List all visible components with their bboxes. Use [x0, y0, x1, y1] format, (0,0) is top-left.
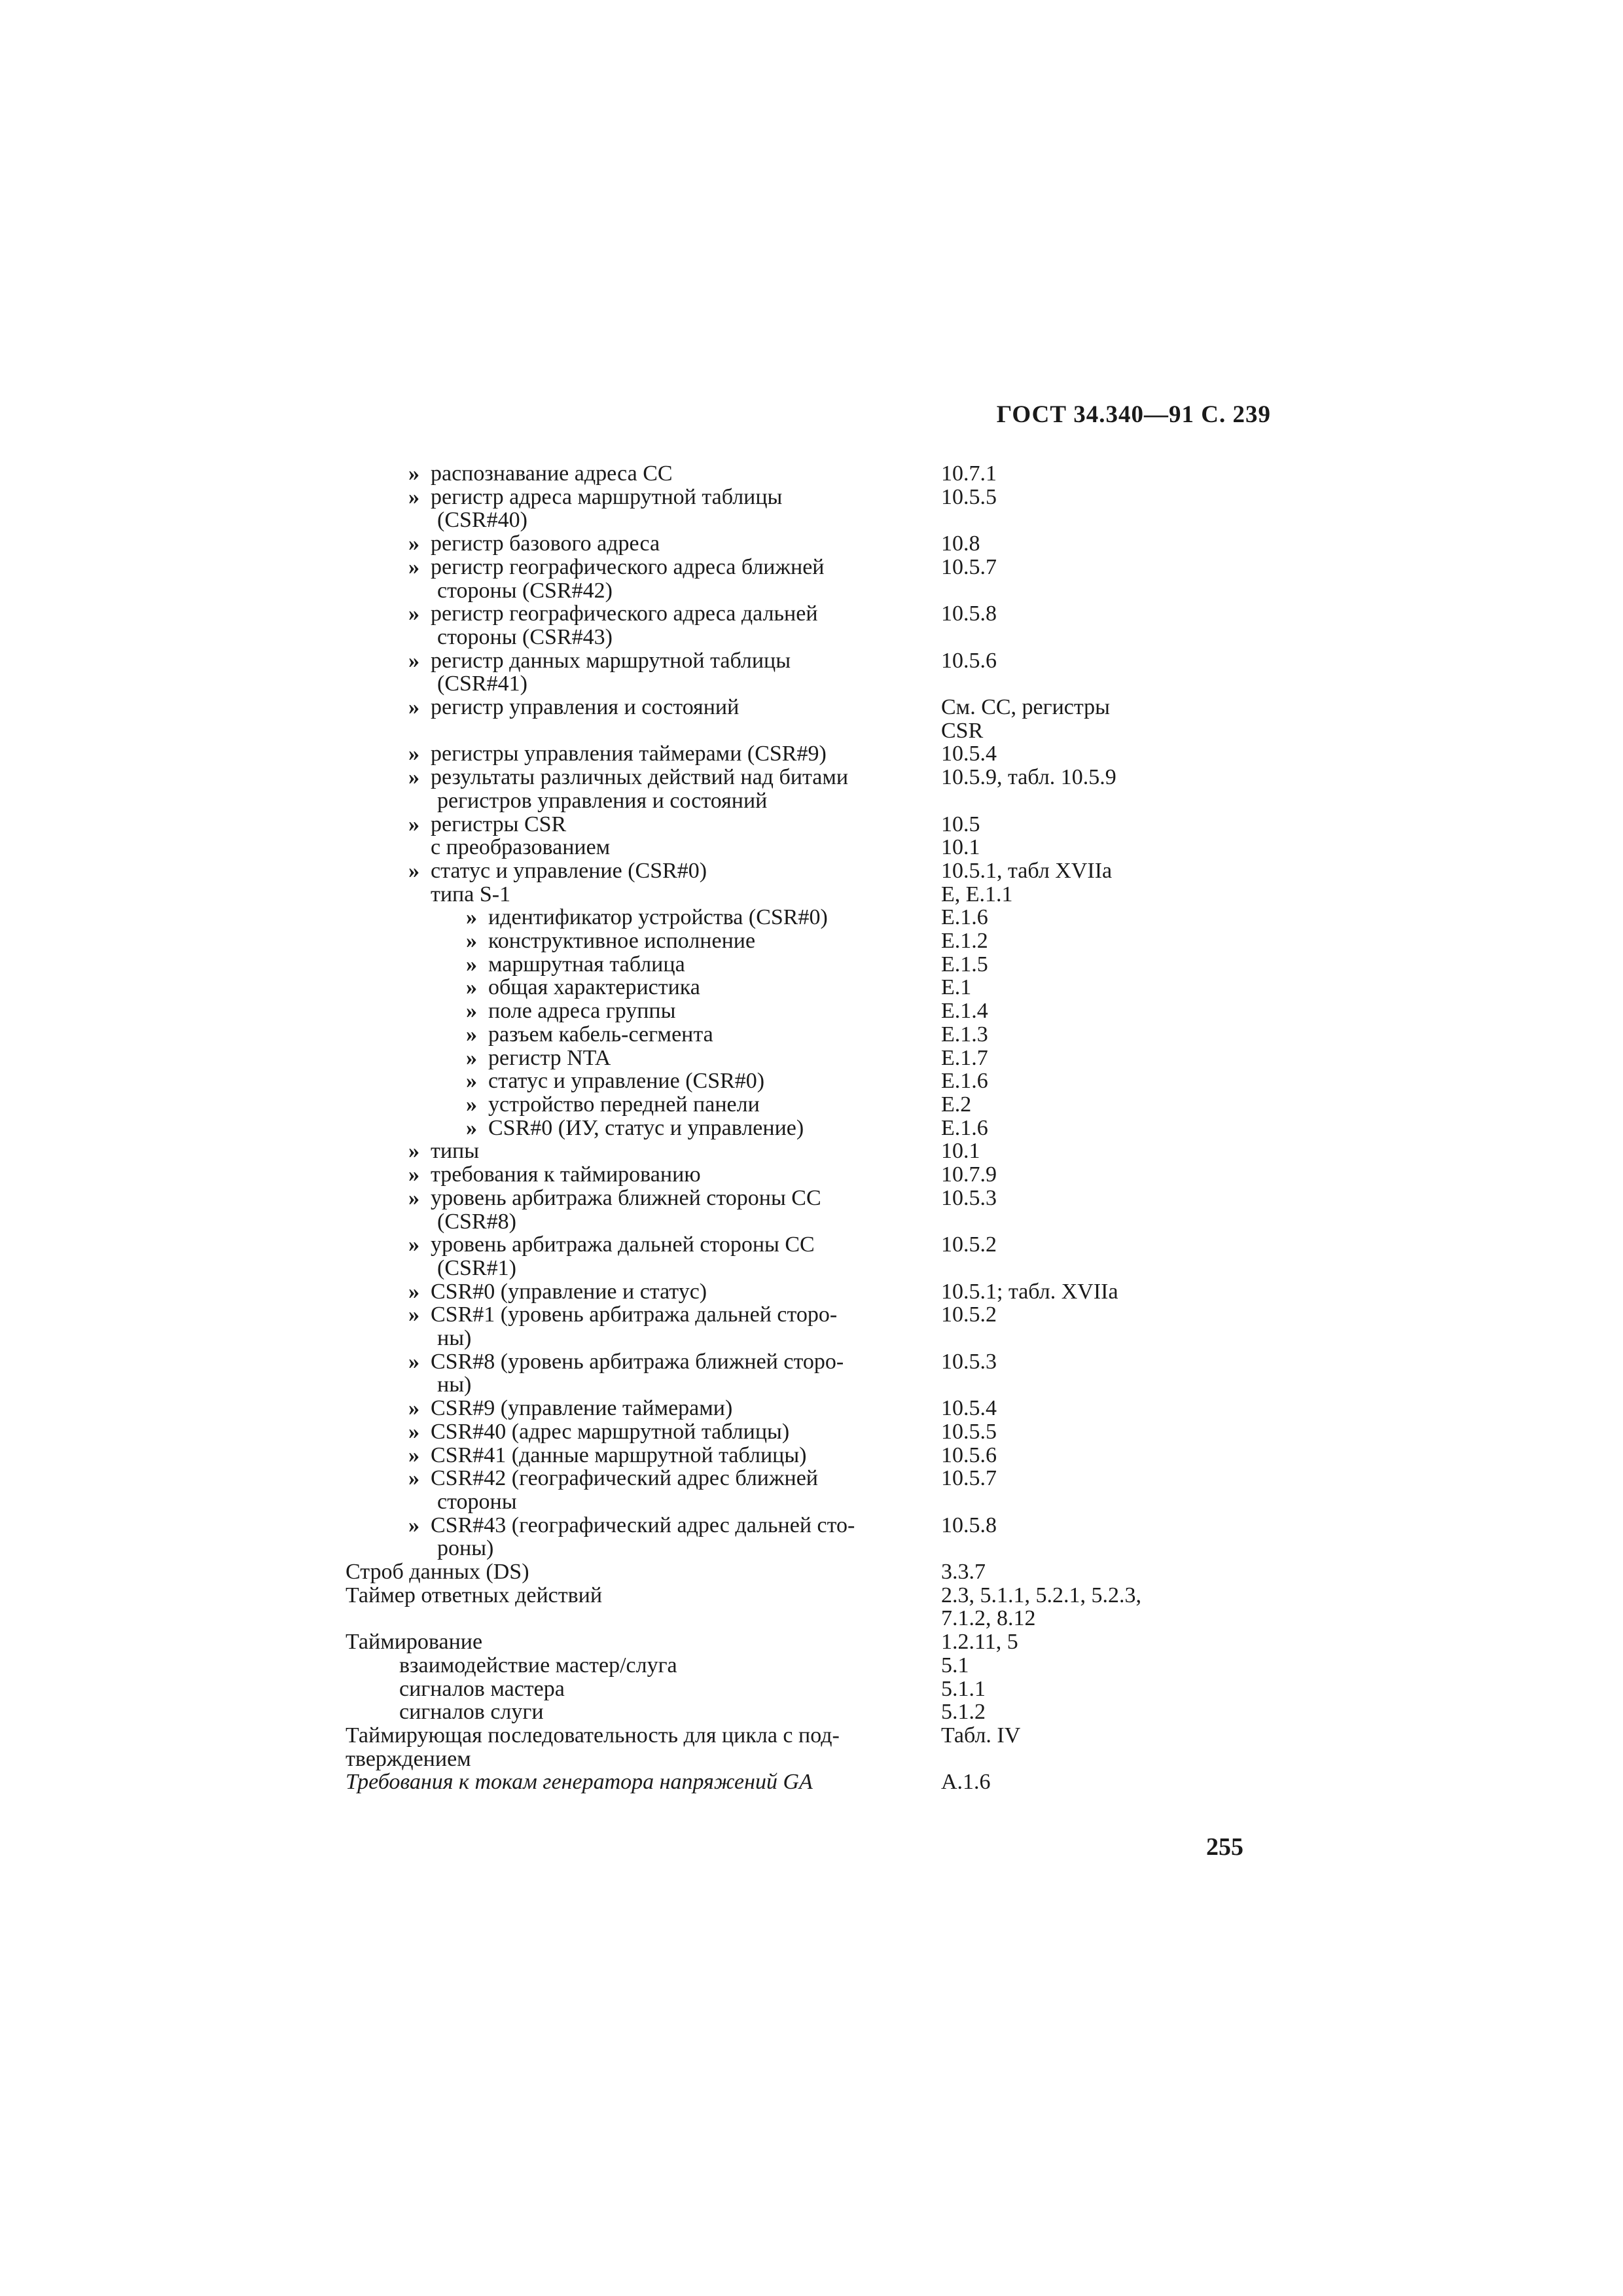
- section-refs: [941, 1069, 1216, 1093]
- term-text: стороны (CSR#42): [437, 578, 613, 603]
- section-refs: [941, 976, 1216, 999]
- continuation-marker: »: [466, 952, 477, 977]
- continuation-marker: »: [408, 648, 419, 673]
- continuation-marker: »: [466, 1115, 477, 1140]
- section-refs: [941, 906, 1216, 929]
- index-entry: [346, 1350, 1262, 1397]
- index-entry: [346, 1139, 1262, 1163]
- index-term: [346, 1093, 935, 1117]
- section-ref: 10.5.2: [941, 1302, 997, 1327]
- index-term: [346, 836, 935, 859]
- section-refs: [941, 602, 1216, 626]
- term-text: поле адреса группы: [488, 999, 676, 1024]
- index-term: [346, 1514, 935, 1560]
- term-text: распознавание адреса СС: [431, 461, 673, 486]
- index-term: [346, 1047, 935, 1070]
- continuation-marker: »: [408, 601, 419, 626]
- section-refs: [941, 1724, 1216, 1748]
- section-refs: [941, 1514, 1216, 1537]
- section-ref: 10.5.1, табл XVIIa: [941, 858, 1113, 883]
- section-ref: 5.1: [941, 1653, 969, 1677]
- section-refs: [941, 1770, 1216, 1794]
- section-ref: 10.5.3: [941, 1185, 997, 1210]
- index-entry: [346, 1233, 1262, 1280]
- term-text: регистры CSR: [431, 812, 567, 836]
- section-refs: [941, 1139, 1216, 1163]
- term-text: CSR#8 (уровень арбитража ближней сторо-: [431, 1349, 844, 1374]
- section-refs: [941, 1677, 1216, 1701]
- section-refs: [941, 1303, 1216, 1327]
- index-entry: [346, 1444, 1262, 1467]
- index-entry: [346, 532, 1262, 556]
- index-term: [346, 1117, 935, 1140]
- section-refs: [941, 859, 1216, 883]
- term-text: стороны: [437, 1489, 517, 1514]
- section-refs: [941, 1397, 1216, 1420]
- index-term: [346, 1280, 935, 1304]
- section-ref: 10.5: [941, 812, 980, 836]
- section-ref: 10.7.9: [941, 1162, 997, 1187]
- section-ref: 10.5.3: [941, 1349, 997, 1374]
- term-text: результаты различных действий над битами: [431, 765, 849, 790]
- index-term: [346, 532, 935, 556]
- index-entry: [346, 1093, 1262, 1117]
- continuation-marker: »: [408, 531, 419, 556]
- term-text: регистры управления таймерами (CSR#9): [431, 742, 827, 766]
- index-term: [346, 1303, 935, 1350]
- page-header: ГОСТ 34.340—91 С. 239: [996, 401, 1271, 428]
- continuation-marker: »: [466, 1069, 477, 1094]
- term-text: типы: [431, 1139, 480, 1164]
- term-text: регистр адреса маршрутной таблицы: [431, 484, 783, 509]
- section-refs: [941, 1350, 1216, 1374]
- term-text: типа S-1: [431, 882, 511, 906]
- section-ref: Табл. IV: [941, 1723, 1021, 1748]
- index-term: [346, 813, 935, 836]
- term-text: CSR#42 (географический адрес ближней: [431, 1466, 818, 1491]
- index-term: [346, 1420, 935, 1444]
- section-ref: E.1.2: [941, 929, 988, 954]
- continuation-marker: »: [408, 1279, 419, 1304]
- continuation-marker: »: [408, 742, 419, 766]
- section-ref: 10.5.6: [941, 1443, 997, 1467]
- continuation-marker: »: [408, 812, 419, 836]
- section-refs: [941, 1280, 1216, 1304]
- section-ref: 5.1.1: [941, 1676, 986, 1701]
- index-term: [346, 1139, 935, 1163]
- section-ref: См. СС, регистры: [941, 695, 1110, 720]
- index-term: [346, 906, 935, 929]
- section-ref: 7.1.2, 8.12: [941, 1606, 1036, 1631]
- continuation-marker: »: [408, 554, 419, 579]
- index-term: [346, 1560, 935, 1584]
- index-term: [346, 1630, 935, 1654]
- section-refs: [941, 1047, 1216, 1070]
- continuation-marker: »: [466, 929, 477, 954]
- section-refs: [941, 696, 1216, 742]
- index-entry: [346, 1654, 1262, 1677]
- continuation-marker: »: [408, 1466, 419, 1491]
- term-text: регистр NTA: [488, 1045, 611, 1070]
- index-term: [346, 1397, 935, 1420]
- index-entry: [346, 1117, 1262, 1140]
- term-text: с преобразованием: [431, 835, 611, 860]
- section-refs: [941, 1420, 1216, 1444]
- continuation-marker: »: [466, 905, 477, 930]
- continuation-marker: »: [466, 975, 477, 1000]
- section-ref: 3.3.7: [941, 1560, 986, 1585]
- section-ref: CSR: [941, 718, 984, 743]
- term-text: Строб данных (DS): [346, 1560, 529, 1585]
- section-ref: E.1.4: [941, 999, 988, 1024]
- index-entry: [346, 649, 1262, 696]
- section-ref: 10.5.7: [941, 1466, 997, 1491]
- index-entry: [346, 696, 1262, 742]
- index-entry: [346, 859, 1262, 883]
- term-text: регистр управления и состояний: [431, 695, 740, 720]
- term-text: регистр географического адреса ближней: [431, 554, 825, 579]
- index-entry: [346, 999, 1262, 1023]
- index-entry: [346, 1584, 1262, 1630]
- term-text: стороны (CSR#43): [437, 624, 613, 649]
- continuation-marker: »: [408, 1232, 419, 1257]
- term-text: CSR#40 (адрес маршрутной таблицы): [431, 1419, 790, 1444]
- section-ref: 10.7.1: [941, 461, 997, 486]
- section-ref: 10.5.5: [941, 1419, 997, 1444]
- term-text: требования к таймированию: [431, 1162, 701, 1187]
- term-text: (CSR#41): [437, 672, 527, 696]
- index-entry: [346, 1420, 1262, 1444]
- continuation-marker: »: [408, 1302, 419, 1327]
- index-term: [346, 1654, 935, 1677]
- term-text: ны): [437, 1326, 472, 1351]
- section-ref: 10.5.9, табл. 10.5.9: [941, 765, 1116, 790]
- section-refs: [941, 1700, 1216, 1724]
- index-term: [346, 1677, 935, 1701]
- index-entry: [346, 1677, 1262, 1701]
- term-text: (CSR#40): [437, 508, 527, 533]
- index-term: [346, 1700, 935, 1724]
- index-term: [346, 859, 935, 883]
- index-entry: [346, 742, 1262, 766]
- index-entry: [346, 766, 1262, 812]
- term-text: конструктивное исполнение: [488, 929, 756, 954]
- section-ref: 10.5.4: [941, 1396, 997, 1421]
- section-refs: [941, 1467, 1216, 1490]
- term-text: тверждением: [346, 1746, 471, 1771]
- index-entry: [346, 462, 1262, 486]
- section-ref: A.1.6: [941, 1770, 991, 1795]
- index-term: [346, 556, 935, 602]
- section-ref: 1.2.11, 5: [941, 1630, 1018, 1655]
- index-entry: [346, 1700, 1262, 1724]
- section-ref: E.1.6: [941, 905, 988, 930]
- term-text: регистр географического адреса дальней: [431, 601, 818, 626]
- index-term: [346, 602, 935, 649]
- term-text: регистр данных маршрутной таблицы: [431, 648, 791, 673]
- index-entry: [346, 1514, 1262, 1560]
- term-text: ны): [437, 1372, 472, 1397]
- index-entry: [346, 1770, 1262, 1794]
- section-ref: 10.5.4: [941, 742, 997, 766]
- index-term: [346, 462, 935, 486]
- index-entry: [346, 1069, 1262, 1093]
- index-entry: [346, 1303, 1262, 1350]
- index-term: [346, 696, 935, 719]
- section-ref: E.1: [941, 975, 972, 1000]
- term-text: статус и управление (CSR#0): [488, 1069, 765, 1094]
- section-refs: [941, 556, 1216, 579]
- section-ref: E.1.7: [941, 1045, 988, 1070]
- index-entry: [346, 1467, 1262, 1513]
- term-text: взаимодействие мастер/слуга: [399, 1653, 677, 1677]
- continuation-marker: »: [408, 1185, 419, 1210]
- index-entry: [346, 1163, 1262, 1187]
- term-text: (CSR#1): [437, 1255, 516, 1280]
- index-term: [346, 883, 935, 906]
- section-ref: 10.5.1; табл. XVIIa: [941, 1279, 1118, 1304]
- term-text: уровень арбитража дальней стороны СС: [431, 1232, 815, 1257]
- index-term: [346, 1187, 935, 1233]
- index-term: [346, 953, 935, 977]
- index-term: [346, 1584, 935, 1607]
- term-text: Таймирующая последовательность для цикла с под-: [346, 1723, 840, 1748]
- page-number: 255: [1206, 1833, 1243, 1861]
- section-refs: [941, 1023, 1216, 1047]
- continuation-marker: »: [408, 1139, 419, 1164]
- index-entry: [346, 1630, 1262, 1654]
- term-text: сигналов слуги: [399, 1700, 544, 1725]
- index-term: [346, 649, 935, 696]
- continuation-marker: »: [408, 1443, 419, 1467]
- index-entry: [346, 976, 1262, 999]
- section-refs: [941, 1117, 1216, 1140]
- term-text: разъем кабель-сегмента: [488, 1022, 713, 1047]
- section-ref: E, E.1.1: [941, 882, 1013, 906]
- term-text: маршрутная таблица: [488, 952, 685, 977]
- section-ref: 10.8: [941, 531, 980, 556]
- continuation-marker: »: [408, 1513, 419, 1537]
- index-term: [346, 742, 935, 766]
- continuation-marker: »: [408, 1349, 419, 1374]
- index-term: [346, 1770, 935, 1794]
- continuation-marker: »: [466, 999, 477, 1024]
- section-refs: [941, 999, 1216, 1023]
- section-ref: 10.5.8: [941, 601, 997, 626]
- section-ref: E.2: [941, 1092, 972, 1117]
- subject-index: [346, 462, 1262, 1794]
- section-ref: 10.5.8: [941, 1513, 997, 1537]
- term-text: регистр базового адреса: [431, 531, 660, 556]
- index-entry: [346, 906, 1262, 929]
- index-entry: [346, 953, 1262, 977]
- section-refs: [941, 766, 1216, 789]
- term-text: CSR#1 (уровень арбитража дальней сторо-: [431, 1302, 838, 1327]
- section-refs: [941, 883, 1216, 906]
- section-refs: [941, 813, 1216, 836]
- section-refs: [941, 1233, 1216, 1257]
- term-text: Таймер ответных действий: [346, 1583, 603, 1607]
- term-text: Требования к токам генератора напряжений GA: [346, 1770, 813, 1795]
- section-ref: 10.5.7: [941, 554, 997, 579]
- section-refs: [941, 1163, 1216, 1187]
- continuation-marker: »: [408, 695, 419, 720]
- section-ref: 10.1: [941, 835, 980, 860]
- term-text: Таймирование: [346, 1630, 483, 1655]
- index-term: [346, 1444, 935, 1467]
- section-ref: 10.1: [941, 1139, 980, 1164]
- index-entry: [346, 1047, 1262, 1070]
- term-text: роны): [437, 1536, 494, 1561]
- section-refs: [941, 836, 1216, 859]
- continuation-marker: »: [408, 858, 419, 883]
- term-text: (CSR#8): [437, 1209, 516, 1234]
- index-entry: [346, 486, 1262, 532]
- section-refs: [941, 1584, 1216, 1630]
- section-refs: [941, 929, 1216, 953]
- index-entry: [346, 883, 1262, 906]
- index-term: [346, 999, 935, 1023]
- index-entry: [346, 836, 1262, 859]
- section-refs: [941, 953, 1216, 977]
- index-term: [346, 486, 935, 532]
- index-term: [346, 929, 935, 953]
- continuation-marker: »: [466, 1045, 477, 1070]
- continuation-marker: »: [408, 461, 419, 486]
- index-term: [346, 1233, 935, 1280]
- section-refs: [941, 1560, 1216, 1584]
- index-entry: [346, 813, 1262, 836]
- continuation-marker: »: [408, 1162, 419, 1187]
- section-ref: 10.5.5: [941, 484, 997, 509]
- index-entry: [346, 929, 1262, 953]
- section-refs: [941, 1630, 1216, 1654]
- index-entry: [346, 1560, 1262, 1584]
- term-text: CSR#0 (ИУ, статус и управление): [488, 1115, 804, 1140]
- index-term: [346, 766, 935, 812]
- continuation-marker: »: [408, 1396, 419, 1421]
- index-entry: [346, 602, 1262, 649]
- term-text: CSR#0 (управление и статус): [431, 1279, 707, 1304]
- index-entry: [346, 1724, 1262, 1770]
- section-ref: 10.5.6: [941, 648, 997, 673]
- term-text: CSR#9 (управление таймерами): [431, 1396, 733, 1421]
- section-refs: [941, 462, 1216, 486]
- index-term: [346, 1023, 935, 1047]
- continuation-marker: »: [466, 1092, 477, 1117]
- index-entry: [346, 1280, 1262, 1304]
- index-term: [346, 1163, 935, 1187]
- continuation-marker: »: [408, 765, 419, 790]
- term-text: уровень арбитража ближней стороны СС: [431, 1185, 821, 1210]
- index-term: [346, 976, 935, 999]
- section-ref: E.1.3: [941, 1022, 988, 1047]
- section-ref: E.1.5: [941, 952, 988, 977]
- section-refs: [941, 1444, 1216, 1467]
- index-term: [346, 1069, 935, 1093]
- index-entry: [346, 1397, 1262, 1420]
- index-term: [346, 1467, 935, 1513]
- section-refs: [941, 1187, 1216, 1210]
- section-ref: E.1.6: [941, 1115, 988, 1140]
- section-refs: [941, 742, 1216, 766]
- section-refs: [941, 1093, 1216, 1117]
- section-ref: E.1.6: [941, 1069, 988, 1094]
- section-refs: [941, 649, 1216, 673]
- term-text: сигналов мастера: [399, 1676, 565, 1701]
- section-refs: [941, 486, 1216, 509]
- index-term: [346, 1724, 935, 1770]
- section-ref: 5.1.2: [941, 1700, 986, 1725]
- index-entry: [346, 1187, 1262, 1233]
- term-text: идентификатор устройства (CSR#0): [488, 905, 828, 930]
- section-refs: [941, 532, 1216, 556]
- section-refs: [941, 1654, 1216, 1677]
- continuation-marker: »: [466, 1022, 477, 1047]
- continuation-marker: »: [408, 1419, 419, 1444]
- term-text: CSR#43 (географический адрес дальней сто-: [431, 1513, 855, 1537]
- term-text: общая характеристика: [488, 975, 700, 1000]
- section-ref: 2.3, 5.1.1, 5.2.1, 5.2.3,: [941, 1583, 1141, 1607]
- term-text: устройство передней панели: [488, 1092, 760, 1117]
- term-text: статус и управление (CSR#0): [431, 858, 707, 883]
- term-text: CSR#41 (данные маршрутной таблицы): [431, 1443, 807, 1467]
- index-term: [346, 1350, 935, 1397]
- term-text: регистров управления и состояний: [437, 788, 768, 813]
- section-ref: 10.5.2: [941, 1232, 997, 1257]
- index-entry: [346, 556, 1262, 602]
- index-entry: [346, 1023, 1262, 1047]
- continuation-marker: »: [408, 484, 419, 509]
